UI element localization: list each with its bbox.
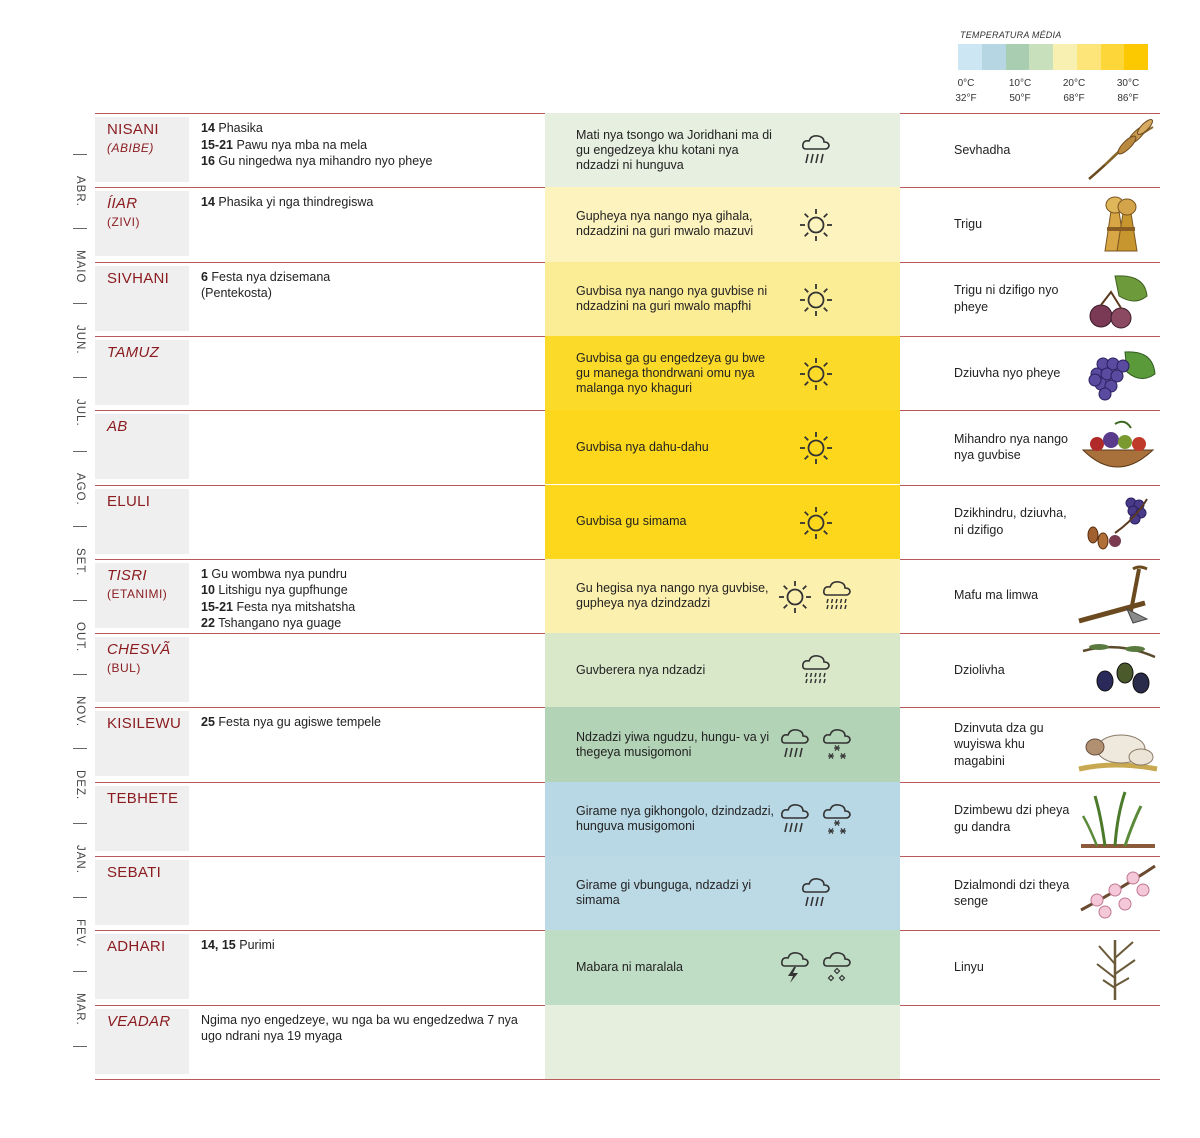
month-cell [95,266,189,331]
weather-icons [798,354,834,394]
month-cell [95,191,189,256]
festival-list [201,937,536,954]
festival-list [201,1012,536,1045]
weather-cell [545,930,900,1004]
festival-list [201,269,536,302]
gregorian-month [66,325,94,355]
legend-tick-celsius: 0°C [957,78,975,89]
festival-item [201,137,536,154]
drizzle-icon [798,653,834,689]
festival-day: 15-21 [201,137,233,152]
legend-tick [1108,76,1148,106]
flax-icon [1075,934,1160,1001]
weather-icons [798,503,834,543]
festival-name: (Pentekosta) [201,286,272,301]
weather-description: Gu hegisa nya nango nya guvbise, gupheya nya dzindzadzi [576,580,769,610]
sun-icon [798,430,834,466]
festival-item [201,566,536,583]
rain-icon [777,727,813,763]
weather-cell [545,485,900,559]
legend-tick-celsius: 30°C [1116,78,1140,89]
gregorian-month-label: AGO. [74,473,86,506]
legend-tick [1000,76,1040,106]
crop-label: Dzialmondi dzi theya senge [954,877,1070,909]
crop-label: Trigu ni dzifigo nyo pheye [954,283,1059,314]
weather-description: Guvbisa nya dahu-dahu [576,439,709,454]
festival-name: Gu wombwa nya pundru [207,566,347,581]
festival-name: Phasika [214,121,263,135]
weather-icons [777,948,855,988]
festival-item [201,582,536,599]
festival-day: 25 [201,715,215,730]
month-name: CHESVÃ [107,641,171,659]
month-cell [95,414,189,479]
month-row [0,782,1200,856]
legend-swatch [1029,44,1053,70]
gregorian-month [66,696,94,726]
gregorian-tick [73,897,87,898]
legend-tick-fahrenheit: 32°F [955,93,977,104]
gregorian-month [66,622,94,652]
gregorian-month [66,548,94,578]
crop-label: Mihandro nya nango nya guvbise [954,431,1068,463]
festival-name: Litshigu nya gupfhunge [214,583,348,598]
sun-icon [798,356,834,392]
weather-description: Girame gi vbunguga, ndzadzi yi simama [576,878,752,908]
legend-swatch [958,44,982,70]
crop-label: Dziuvha nyo pheye [954,365,1061,380]
weather-description: Gupheya nya nango nya gihala, ndzadzini na guri mwalo mazuvi [576,209,754,239]
legend-color-bar [958,44,1148,70]
weather-icons [798,651,834,691]
festival-item [201,194,536,211]
festival-day: 6 [201,269,208,284]
festival-day: 10 [201,583,215,598]
month-name: ELULI [107,492,151,510]
table-bottom-rule [95,1079,1160,1080]
gregorian-tick [73,823,87,824]
weather-icons [798,428,834,468]
weather-icons [777,725,855,765]
festival-name: Gu ningedwa nya mihandro nyo pheye [214,154,433,168]
festival-day: 14 [201,121,215,135]
festival-day: 22 [201,616,215,631]
sun-icon [777,579,813,615]
month-name: VEADAR [107,1012,171,1030]
gregorian-tick [73,1046,87,1047]
month-cell [95,934,189,999]
weather-cell [545,559,900,633]
legend-tick-celsius: 10°C [1008,78,1032,89]
weather-description: Girame nya gikhongolo, dzindzadzi, hunguva musigomoni [576,803,775,833]
legend-swatch [982,44,1006,70]
gregorian-tick [73,303,87,304]
legend-tick [1054,76,1094,106]
gregorian-month-label: FEV. [74,919,86,948]
month-row [0,485,1200,559]
gregorian-tick [73,526,87,527]
month-cell [95,489,189,554]
festival-item [201,937,536,954]
festival-day: 1 [201,566,208,581]
legend-swatch [1124,44,1148,70]
sheep-icon [1075,711,1160,778]
month-row [0,559,1200,633]
weather-cell [545,113,900,187]
weather-cell [545,856,900,930]
month-name: SEBATI [107,864,162,881]
weather-icons [777,577,855,617]
weather-cell [545,262,900,336]
festival-item [201,285,536,302]
weather-icons [798,874,834,914]
gregorian-month-label: JAN. [74,844,86,874]
festival-item [201,1012,536,1045]
festival-day: 16 [201,154,215,168]
festival-list [201,566,536,632]
gregorian-month-label: JUN. [74,324,86,355]
gregorian-month-label: NOV. [74,696,86,728]
weather-cell [545,1005,900,1079]
festival-name: Festa nya mitshatsha [232,599,356,614]
storm-icon [777,950,813,986]
gregorian-tick [73,451,87,452]
crop-label: Dzinvuta dza gu wuyiswa khu magabini [954,720,1044,768]
legend-tick [946,76,986,106]
sun-icon [798,282,834,318]
weather-description: Guvberera nya ndzadzi [576,662,706,677]
festival-list [201,120,536,170]
festival-item [201,714,536,731]
wheat-sheaf-icon [1075,191,1160,258]
month-name: TEBHETE [107,789,179,807]
gregorian-month [66,919,94,949]
legend-swatch [1006,44,1030,70]
month-row [0,113,1200,187]
rain-icon [777,802,813,838]
rain-icon [798,876,834,912]
month-cell [95,117,189,182]
month-name: SIVHANI [107,269,170,287]
month-name: TAMUZ [107,343,160,361]
month-name: NISANI [107,121,159,138]
legend-swatch [1077,44,1101,70]
crop-label: Trigu [954,216,983,231]
dates-grapes-icon [1075,489,1160,556]
snow-icon [819,802,855,838]
festival-day: 14 [201,195,215,210]
weather-icons [798,131,834,171]
weather-description: Ndzadzi yiwa ngudzu, hungu- va yi thegeya musigomoni [576,729,770,759]
weather-description: Guvbisa nya nango nya guvbise ni ndzadzini na guri mwalo mapfhi [576,283,768,313]
gregorian-month [66,845,94,875]
figs-icon [1075,266,1160,333]
gregorian-tick [73,971,87,972]
month-cell [95,340,189,405]
sun-icon [798,207,834,243]
month-alt-name: (BUL) [107,661,141,676]
festival-name: Tshangano nya guage [214,616,342,631]
weather-description: Mabara ni maralala [576,959,683,974]
rain-icon [798,133,834,169]
weather-cell [545,336,900,410]
festival-name: Purimi [235,938,275,953]
month-cell [95,637,189,702]
temperature-legend [955,28,1163,108]
festival-name: Phasika yi nga thindregiswa [214,195,374,210]
month-row [0,930,1200,1004]
festival-item [201,269,536,286]
gregorian-month [66,399,94,429]
festival-item [201,615,536,632]
gregorian-month [66,993,94,1027]
crop-label: Dzimbewu dzi pheya gu dandra [954,803,1070,834]
legend-tick-fahrenheit: 86°F [1117,93,1139,104]
festival-day: 14, 15 [201,938,236,953]
gregorian-tick [73,154,87,155]
month-name: AB [107,418,128,436]
month-cell [95,563,189,628]
gregorian-month [66,473,94,506]
crop-label: Linyu [954,959,984,974]
month-alt-name: (ZIVI) [107,215,140,230]
festival-list [201,714,536,731]
gregorian-tick [73,228,87,229]
month-row [0,262,1200,336]
gregorian-month-label: OUT. [74,621,86,652]
almond-blossom-icon [1075,860,1160,927]
festival-name: Pawu nya mba na mela [232,137,368,152]
weather-description: Guvbisa ga gu engedzeya gu bwe gu manega thondrwani omu nya malanga nyo khaguri [576,350,766,395]
month-cell [95,786,189,851]
month-row [0,633,1200,707]
festival-name: Ngima nyo engedzeye, wu nga ba wu engedzedwa 7 nya ugo ndrani nya 19 myaga [201,1012,518,1044]
gregorian-tick [73,674,87,675]
gregorian-month-label: MAR. [74,993,86,1027]
month-cell [95,860,189,925]
legend-tick-fahrenheit: 68°F [1063,93,1085,104]
month-row [0,707,1200,781]
gregorian-month-label: DEZ. [74,770,86,801]
month-name: ADHARI [107,938,166,956]
month-row [0,856,1200,930]
weather-icons [777,800,855,840]
festival-name: Festa nya gu agiswe tempele [214,715,381,730]
month-row [0,410,1200,484]
gregorian-tick [73,600,87,601]
crop-label: Mafu ma limwa [954,588,1039,603]
crop-label: Dzikhindru, dziuvha, ni dzifigo [954,506,1067,537]
festival-day: 15-21 [201,599,233,614]
month-cell [95,1009,189,1074]
festival-item [201,120,536,137]
weather-cell [545,410,900,484]
weather-cell [545,633,900,707]
drizzle-icon [819,579,855,615]
crop-label: Sevhadha [954,142,1011,157]
gregorian-tick [73,377,87,378]
weather-cell [545,707,900,781]
gregorian-month-label: ABR. [74,176,86,207]
month-alt-name: (ETANIMI) [107,586,168,601]
festival-item [201,599,536,616]
plough-icon [1075,563,1160,630]
weather-description: Mati nya tsongo wa Joridhani ma di gu engedzeya khu kotani nya ndzadzi ni hunguva [576,127,772,172]
olives-icon [1075,637,1160,704]
festival-list [201,194,536,211]
gregorian-month [66,250,94,284]
legend-title: TEMPERATURA MÉDIA [960,30,1062,40]
weather-cell [545,782,900,856]
snow-icon [819,727,855,763]
month-row [0,336,1200,410]
legend-tick-celsius: 20°C [1062,78,1086,89]
gregorian-month [66,176,94,206]
barley-icon [1075,117,1160,184]
weather-icons [798,205,834,245]
sprouts-icon [1075,786,1160,853]
festival-item [201,153,536,170]
month-name: TISRI [107,566,147,584]
month-row [0,1005,1200,1079]
legend-swatch [1053,44,1077,70]
crop-label: Dziolivha [954,662,1005,677]
gregorian-month-label: SET. [74,547,86,576]
fruit-basket-icon [1075,414,1160,481]
gregorian-month-label: JUL. [74,398,86,427]
gregorian-tick [73,748,87,749]
month-alt-name: (ABIBE) [107,141,154,155]
legend-tick-fahrenheit: 50°F [1009,93,1031,104]
month-row [0,187,1200,261]
month-name: KISILEWU [107,715,182,733]
month-cell [95,711,189,776]
weather-description: Guvbisa gu simama [576,514,687,529]
sun-icon [798,505,834,541]
gregorian-month-label: MAIO [74,250,86,284]
festival-name: Festa nya dzisemana [207,269,331,284]
month-name: ÍIAR [107,195,138,213]
grapes-icon [1075,340,1160,407]
hail-icon [819,950,855,986]
legend-swatch [1101,44,1125,70]
weather-cell [545,187,900,261]
weather-icons [798,280,834,320]
gregorian-month [66,770,94,800]
